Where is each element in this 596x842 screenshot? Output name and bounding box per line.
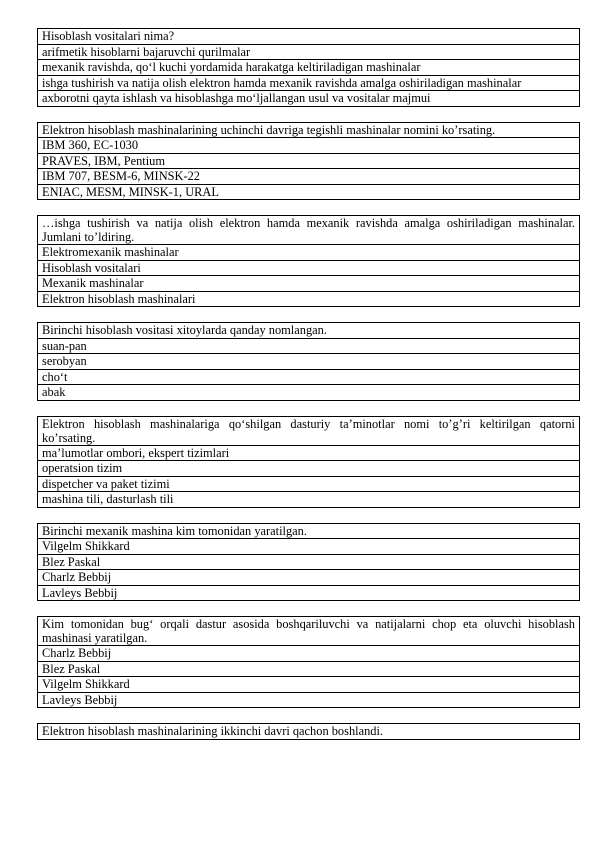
answer-row bbox=[38, 44, 580, 60]
answer-row bbox=[38, 169, 580, 185]
question-table bbox=[37, 416, 580, 508]
question-table bbox=[37, 523, 580, 602]
answer-row bbox=[38, 60, 580, 76]
answer-row bbox=[38, 445, 580, 461]
question-table bbox=[37, 28, 580, 107]
answer-row bbox=[38, 260, 580, 276]
answer-option: mexanik ravishda, qo‘l kuchi yordamida harakatga keltiriladigan mashinalar bbox=[38, 60, 580, 76]
answer-option: Hisoblash vositalari bbox=[38, 260, 580, 276]
answer-option: Lavleys Bebbij bbox=[38, 585, 580, 601]
answer-row bbox=[38, 153, 580, 169]
answer-option: IBM 360, EC-1030 bbox=[38, 138, 580, 154]
question-text: Birinchi mexanik mashina kim tomonidan yaratilgan. bbox=[38, 523, 580, 539]
answer-row bbox=[38, 291, 580, 307]
question-table bbox=[37, 215, 580, 307]
answer-row bbox=[38, 692, 580, 708]
answer-row bbox=[38, 476, 580, 492]
question-row bbox=[38, 122, 580, 138]
answer-row bbox=[38, 369, 580, 385]
answer-option: dispetcher va paket tizimi bbox=[38, 476, 580, 492]
answer-option: suan-pan bbox=[38, 338, 580, 354]
answer-row bbox=[38, 338, 580, 354]
question-table bbox=[37, 616, 580, 708]
answer-option: Mexanik mashinalar bbox=[38, 276, 580, 292]
answer-row bbox=[38, 646, 580, 662]
answer-row bbox=[38, 554, 580, 570]
question-text: Birinchi hisoblash vositasi xitoylarda qanday nomlangan. bbox=[38, 323, 580, 339]
question-row bbox=[38, 523, 580, 539]
answer-option: mashina tili, dasturlash tili bbox=[38, 492, 580, 508]
question-table bbox=[37, 322, 580, 401]
question-row bbox=[38, 416, 580, 445]
answer-option: ENIAC, MESM, MINSK-1, URAL bbox=[38, 184, 580, 200]
answer-row bbox=[38, 276, 580, 292]
answer-option: Vilgelm Shikkard bbox=[38, 677, 580, 693]
answer-option: cho‘t bbox=[38, 369, 580, 385]
answer-option: Charlz Bebbij bbox=[38, 570, 580, 586]
answer-row bbox=[38, 661, 580, 677]
question-text: …ishga tushirish va natija olish elektron hamda mexanik ravishda amalga oshiriladigan mashinalar. Jumlani to’ldiring. bbox=[38, 216, 580, 245]
answer-row bbox=[38, 138, 580, 154]
answer-option: operatsion tizim bbox=[38, 461, 580, 477]
answer-option: Vilgelm Shikkard bbox=[38, 539, 580, 555]
question-row bbox=[38, 29, 580, 45]
answer-row bbox=[38, 91, 580, 107]
answer-row bbox=[38, 570, 580, 586]
answer-option: Blez Paskal bbox=[38, 554, 580, 570]
answer-row bbox=[38, 677, 580, 693]
question-text: Elektron hisoblash mashinalarining uchinchi davriga tegishli mashinalar nomini ko’rsating. bbox=[38, 122, 580, 138]
answer-row bbox=[38, 492, 580, 508]
question-text: Hisoblash vositalari nima? bbox=[38, 29, 580, 45]
question-row bbox=[38, 323, 580, 339]
question-table bbox=[37, 723, 580, 740]
answer-row bbox=[38, 75, 580, 91]
answer-option: Lavleys Bebbij bbox=[38, 692, 580, 708]
answer-option: IBM 707, BESM-6, MINSK-22 bbox=[38, 169, 580, 185]
answer-row bbox=[38, 461, 580, 477]
question-row bbox=[38, 617, 580, 646]
answer-option: axborotni qayta ishlash va hisoblashga mo‘ljallangan usul va vositalar majmui bbox=[38, 91, 580, 107]
answer-option: PRAVES, IBM, Pentium bbox=[38, 153, 580, 169]
answer-option: Charlz Bebbij bbox=[38, 646, 580, 662]
answer-option: abak bbox=[38, 385, 580, 401]
answer-row bbox=[38, 539, 580, 555]
question-row bbox=[38, 216, 580, 245]
answer-row bbox=[38, 354, 580, 370]
answer-option: Blez Paskal bbox=[38, 661, 580, 677]
answer-row bbox=[38, 385, 580, 401]
answer-option: ma’lumotlar ombori, ekspert tizimlari bbox=[38, 445, 580, 461]
answer-row bbox=[38, 245, 580, 261]
answer-option: ishga tushirish va natija olish elektron hamda mexanik ravishda amalga oshiriladigan mashinalar bbox=[38, 75, 580, 91]
question-text: Elektron hisoblash mashinalariga qo‘shilgan dasturiy ta’minotlar nomi to’g’ri keltirilgan qatorni ko’rsating. bbox=[38, 416, 580, 445]
answer-row bbox=[38, 585, 580, 601]
question-row bbox=[38, 724, 580, 740]
answer-row bbox=[38, 184, 580, 200]
question-table bbox=[37, 122, 580, 201]
answer-option: Elektromexanik mashinalar bbox=[38, 245, 580, 261]
document-page bbox=[37, 28, 580, 755]
answer-option: arifmetik hisoblarni bajaruvchi qurilmalar bbox=[38, 44, 580, 60]
answer-option: serobyan bbox=[38, 354, 580, 370]
question-text: Elektron hisoblash mashinalarining ikkinchi davri qachon boshlandi. bbox=[38, 724, 580, 740]
answer-option: Elektron hisoblash mashinalari bbox=[38, 291, 580, 307]
question-text: Kim tomonidan bug‘ orqali dastur asosida boshqariluvchi va natijalarni chop eta oluvchi hisoblash mashinasi yaratilgan. bbox=[38, 617, 580, 646]
